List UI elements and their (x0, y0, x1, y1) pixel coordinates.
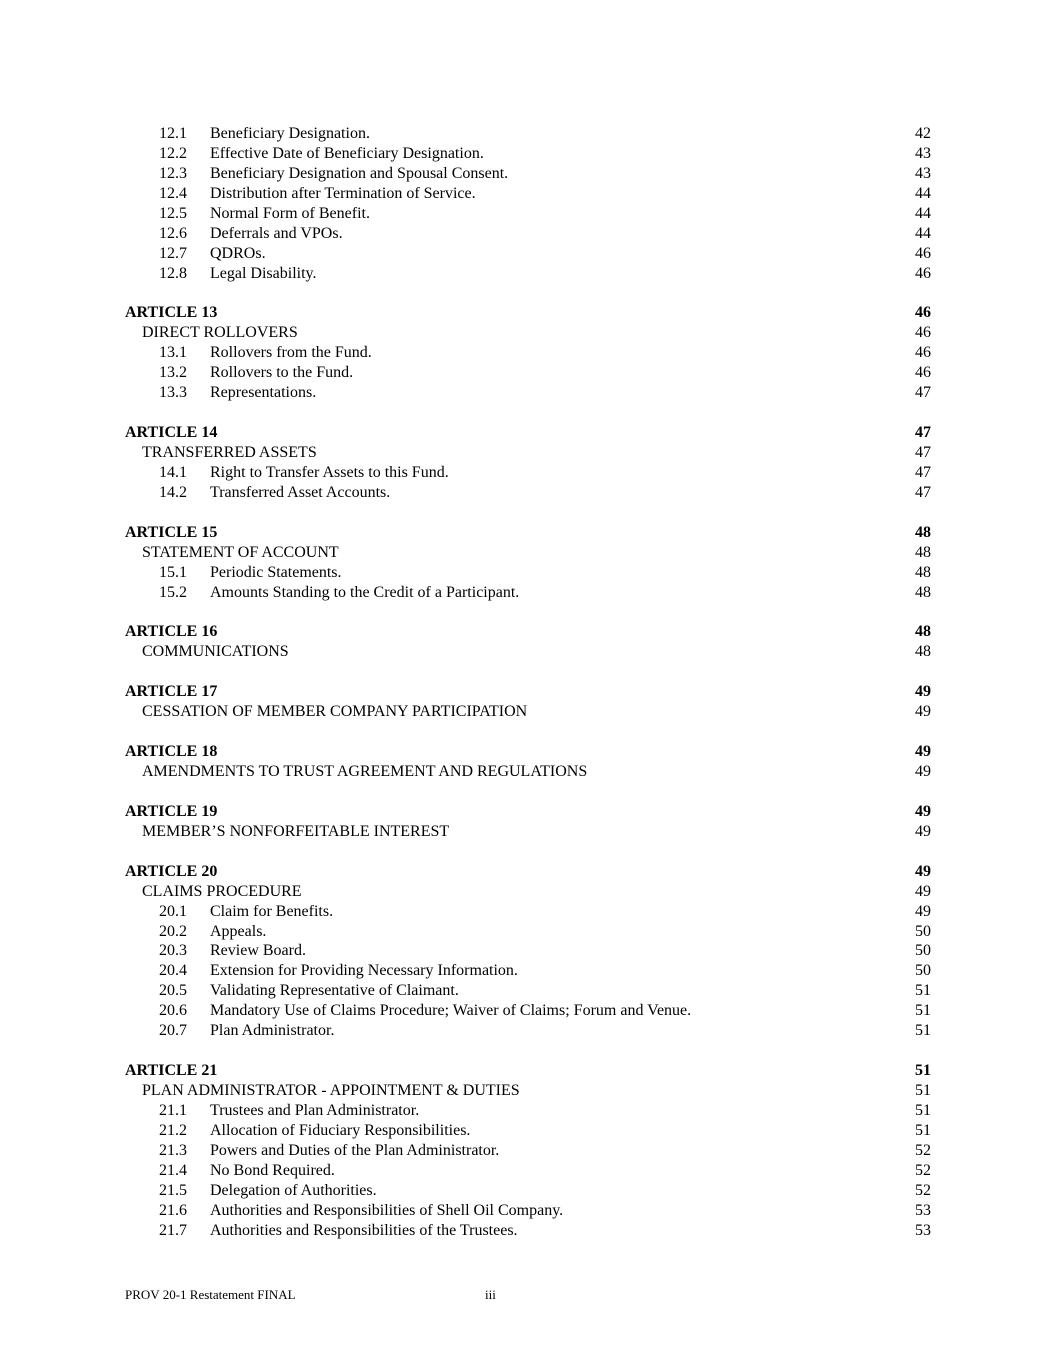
section-number: 15.2 (159, 583, 187, 601)
section-page-number: 46 (915, 364, 931, 382)
section-number: 12.4 (159, 184, 187, 202)
article-title-page-number: 48 (915, 643, 931, 661)
section-title: Periodic Statements. (210, 563, 342, 581)
toc-spacer (125, 284, 931, 304)
toc-section-row (125, 902, 931, 922)
article-page-number: 49 (915, 683, 931, 701)
article-label: ARTICLE 15 (125, 523, 218, 541)
article-title: TRANSFERRED ASSETS (142, 444, 317, 461)
section-page-number: 46 (915, 244, 931, 262)
toc-article-title-row (125, 882, 931, 902)
toc-section-row (125, 941, 931, 961)
toc-article-row (125, 1061, 931, 1081)
section-page-number: 46 (915, 264, 931, 282)
article-label: ARTICLE 17 (125, 683, 218, 701)
toc-section-row (125, 224, 931, 244)
section-title: Authorities and Responsibilities of Shell Oil Company. (210, 1201, 564, 1219)
section-number: 20.3 (159, 942, 187, 960)
toc-section-row (125, 1201, 931, 1221)
section-page-number: 51 (915, 1101, 931, 1119)
toc-section-row (125, 563, 931, 583)
toc-article-row (125, 622, 931, 642)
section-number: 21.7 (159, 1221, 187, 1239)
section-number: 20.6 (159, 1002, 187, 1020)
section-number: 21.2 (159, 1121, 187, 1139)
section-number: 14.1 (159, 463, 187, 481)
article-label: ARTICLE 18 (125, 743, 218, 761)
toc-section-row (125, 363, 931, 383)
section-page-number: 43 (915, 144, 931, 162)
toc-section-row (125, 981, 931, 1001)
article-title-page-number: 49 (915, 703, 931, 721)
footer-page-number: iii (485, 1287, 496, 1302)
section-title: Beneficiary Designation and Spousal Consent. (210, 164, 509, 182)
article-label: ARTICLE 14 (125, 424, 218, 442)
toc-article-row (125, 682, 931, 702)
section-number: 20.2 (159, 922, 187, 940)
article-title: PLAN ADMINISTRATOR - APPOINTMENT & DUTIES (142, 1082, 520, 1099)
toc-section-row (125, 184, 931, 204)
section-page-number: 51 (915, 1121, 931, 1139)
section-number: 20.7 (159, 1022, 187, 1040)
article-title: AMENDMENTS TO TRUST AGREEMENT AND REGULATIONS (142, 763, 588, 780)
section-title: Beneficiary Designation. (210, 125, 370, 142)
toc-article-title-row (125, 1081, 931, 1101)
section-page-number: 50 (915, 922, 931, 940)
article-page-number: 49 (915, 862, 931, 880)
article-title-page-number: 46 (915, 324, 931, 342)
toc-article-title-row (125, 702, 931, 722)
toc-article-title-row (125, 323, 931, 343)
section-page-number: 44 (915, 184, 931, 202)
toc-section-row (125, 1101, 931, 1121)
toc-spacer (125, 782, 931, 802)
article-page-number: 48 (915, 523, 931, 541)
toc-spacer (125, 722, 931, 742)
article-label: ARTICLE 16 (125, 623, 218, 641)
section-title: Deferrals and VPOs. (210, 224, 343, 242)
section-title: Rollovers to the Fund. (210, 364, 354, 382)
section-page-number: 46 (915, 344, 931, 362)
section-page-number: 47 (915, 463, 931, 481)
article-label: ARTICLE 20 (125, 862, 218, 880)
section-page-number: 44 (915, 204, 931, 222)
section-title: Legal Disability. (210, 264, 317, 282)
section-page-number: 48 (915, 583, 931, 601)
article-title: CLAIMS PROCEDURE (142, 882, 302, 900)
section-title: Review Board. (210, 942, 306, 960)
section-title: Validating Representative of Claimant. (210, 982, 459, 1000)
toc-spacer (125, 842, 931, 862)
section-page-number: 52 (915, 1141, 931, 1159)
toc-section-row (125, 1221, 931, 1241)
section-number: 12.3 (159, 164, 187, 182)
toc-section-row (125, 124, 931, 144)
section-number: 21.3 (159, 1141, 187, 1159)
toc-article-title-row (125, 443, 931, 463)
section-title: Allocation of Fiduciary Responsibilities. (210, 1121, 471, 1139)
section-number: 12.8 (159, 264, 187, 282)
section-title: Representations. (210, 384, 317, 402)
section-page-number: 51 (915, 1002, 931, 1020)
toc-section-row (125, 483, 931, 503)
section-number: 13.3 (159, 384, 187, 402)
toc-spacer (125, 1041, 931, 1061)
article-page-number: 48 (915, 623, 931, 641)
toc-spacer (125, 662, 931, 682)
section-title: Rollovers from the Fund. (210, 344, 372, 362)
article-label: ARTICLE 19 (125, 802, 218, 820)
toc-section-row (125, 463, 931, 483)
toc-section-row (125, 264, 931, 284)
toc-section-row (125, 244, 931, 264)
section-number: 12.5 (159, 204, 187, 222)
toc-article-title-row (125, 543, 931, 563)
toc-spacer (125, 603, 931, 623)
toc-section-row (125, 164, 931, 184)
article-label: ARTICLE 13 (125, 304, 218, 322)
article-title: STATEMENT OF ACCOUNT (142, 543, 339, 561)
section-number: 20.4 (159, 962, 187, 980)
section-number: 13.2 (159, 364, 187, 382)
section-title: Delegation of Authorities. (210, 1181, 377, 1199)
article-label: ARTICLE 21 (125, 1062, 218, 1080)
toc-article-row (125, 303, 931, 323)
toc-article-row (125, 802, 931, 822)
section-title: QDROs. (210, 244, 266, 262)
toc-article-row (125, 423, 931, 443)
section-number: 15.1 (159, 563, 187, 581)
section-page-number: 53 (915, 1221, 931, 1239)
toc-article-title-row (125, 822, 931, 842)
toc-section-row (125, 1181, 931, 1201)
article-page-number: 47 (915, 424, 931, 442)
section-page-number: 50 (915, 962, 931, 980)
section-number: 12.6 (159, 224, 187, 242)
toc-article-row (125, 742, 931, 762)
article-title-page-number: 48 (915, 543, 931, 561)
section-title: Distribution after Termination of Service. (210, 184, 476, 202)
toc-section-row (125, 343, 931, 363)
section-title: Effective Date of Beneficiary Designation. (210, 144, 484, 162)
section-page-number: 43 (915, 164, 931, 182)
toc-section-row (125, 583, 931, 603)
toc-section-row (125, 1021, 931, 1041)
article-title-page-number: 49 (915, 882, 931, 900)
article-title: MEMBER’S NONFORFEITABLE INTEREST (142, 822, 450, 840)
toc-article-title-row (125, 762, 931, 782)
article-page-number: 49 (915, 743, 931, 761)
section-page-number: 52 (915, 1181, 931, 1199)
section-number: 21.6 (159, 1201, 187, 1219)
section-page-number: 49 (915, 902, 931, 920)
article-title-page-number: 49 (915, 822, 931, 840)
toc-section-row (125, 144, 931, 164)
toc-section-row (125, 961, 931, 981)
section-number: 21.1 (159, 1101, 187, 1119)
section-title: Right to Transfer Assets to this Fund. (210, 463, 449, 481)
toc-section-row (125, 383, 931, 403)
toc-section-row (125, 1161, 931, 1181)
article-title-page-number: 51 (915, 1082, 931, 1099)
section-number: 21.4 (159, 1161, 187, 1179)
footer-document-name: PROV 20-1 Restatement FINAL (125, 1287, 296, 1302)
section-page-number: 53 (915, 1201, 931, 1219)
toc-section-row (125, 1141, 931, 1161)
toc-article-row (125, 862, 931, 882)
section-title: Transferred Asset Accounts. (210, 483, 391, 501)
section-title: Trustees and Plan Administrator. (210, 1101, 420, 1119)
article-title: CESSATION OF MEMBER COMPANY PARTICIPATION (142, 703, 528, 721)
section-number: 13.1 (159, 344, 187, 362)
section-page-number: 50 (915, 942, 931, 960)
section-page-number: 51 (915, 1022, 931, 1040)
table-of-contents (125, 124, 931, 1241)
article-title-page-number: 47 (915, 444, 931, 461)
article-page-number: 51 (915, 1062, 931, 1080)
section-number: 14.2 (159, 483, 187, 501)
article-title-page-number: 49 (915, 763, 931, 780)
section-number: 20.1 (159, 902, 187, 920)
section-title: Normal Form of Benefit. (210, 204, 370, 222)
section-title: Extension for Providing Necessary Information. (210, 962, 518, 980)
toc-spacer (125, 403, 931, 423)
section-title: Plan Administrator. (210, 1022, 335, 1040)
section-number: 12.2 (159, 144, 187, 162)
section-title: Mandatory Use of Claims Procedure; Waiver of Claims; Forum and Venue. (210, 1002, 692, 1020)
section-number: 21.5 (159, 1181, 187, 1199)
section-page-number: 51 (915, 982, 931, 1000)
section-page-number: 47 (915, 384, 931, 402)
section-title: Claim for Benefits. (210, 902, 334, 920)
toc-article-row (125, 523, 931, 543)
section-page-number: 52 (915, 1161, 931, 1179)
section-title: Appeals. (210, 922, 267, 940)
toc-section-row (125, 1001, 931, 1021)
section-page-number: 48 (915, 563, 931, 581)
section-title: No Bond Required. (210, 1161, 335, 1179)
section-page-number: 42 (915, 125, 931, 142)
toc-spacer (125, 503, 931, 523)
section-number: 20.5 (159, 982, 187, 1000)
section-number: 12.1 (159, 125, 187, 142)
article-title: DIRECT ROLLOVERS (142, 324, 298, 342)
section-title: Authorities and Responsibilities of the Trustees. (210, 1221, 518, 1239)
section-page-number: 44 (915, 224, 931, 242)
toc-article-title-row (125, 642, 931, 662)
article-title: COMMUNICATIONS (142, 643, 289, 661)
article-page-number: 49 (915, 802, 931, 820)
section-number: 12.7 (159, 244, 187, 262)
section-title: Powers and Duties of the Plan Administrator. (210, 1141, 500, 1159)
section-title: Amounts Standing to the Credit of a Participant. (210, 583, 520, 601)
toc-section-row (125, 1121, 931, 1141)
section-page-number: 47 (915, 483, 931, 501)
toc-section-row (125, 204, 931, 224)
article-page-number: 46 (915, 304, 931, 322)
toc-section-row (125, 922, 931, 942)
